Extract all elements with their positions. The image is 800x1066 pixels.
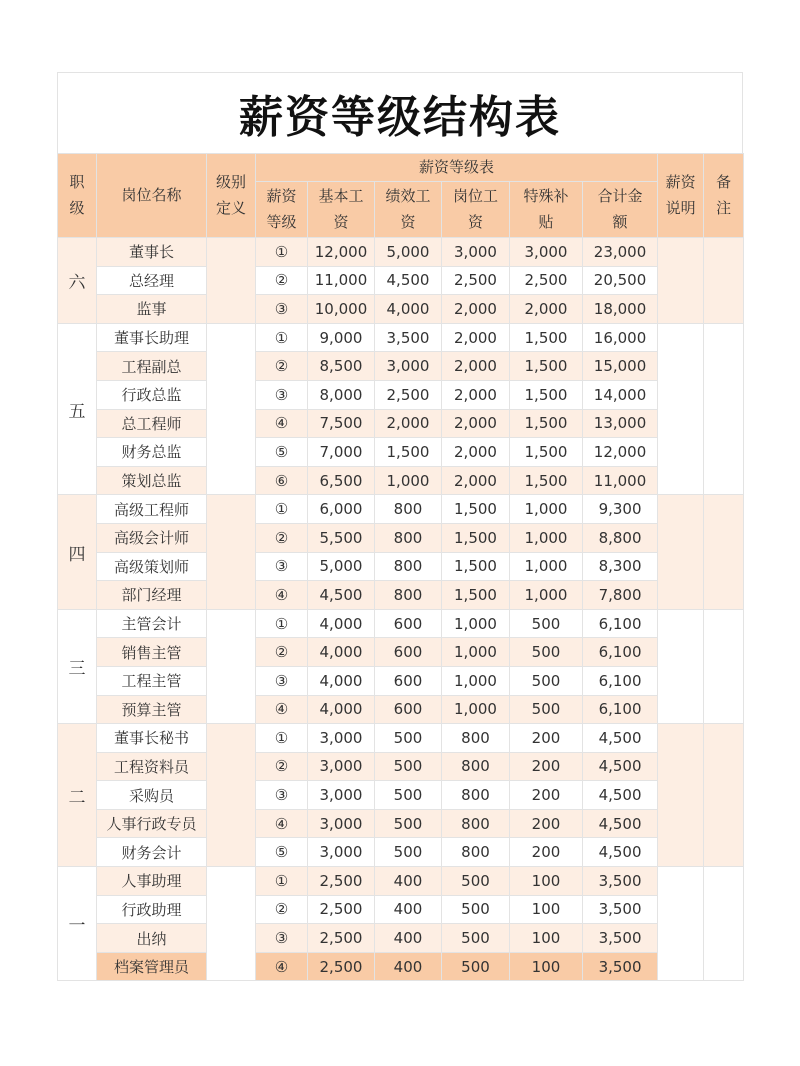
level-cell: 四 — [58, 495, 97, 609]
table-row — [58, 266, 744, 295]
table-row — [58, 323, 744, 352]
allowance-cell: 100 — [510, 867, 583, 896]
allowance-cell: 200 — [510, 809, 583, 838]
post-cell: 800 — [442, 781, 510, 810]
allowance-cell: 1,000 — [510, 581, 583, 610]
base-cell: 4,000 — [308, 609, 375, 638]
allowance-cell: 500 — [510, 666, 583, 695]
allowance-cell: 1,000 — [510, 495, 583, 524]
table-header — [58, 154, 744, 238]
base-cell: 7,500 — [308, 409, 375, 438]
base-cell: 2,500 — [308, 867, 375, 896]
post-cell: 3,000 — [442, 238, 510, 267]
header-remark: 备 注 — [704, 154, 744, 238]
total-cell: 6,100 — [583, 638, 658, 667]
table-row — [58, 238, 744, 267]
total-cell: 23,000 — [583, 238, 658, 267]
table-row — [58, 438, 744, 467]
base-cell: 4,000 — [308, 638, 375, 667]
perf-cell: 400 — [375, 867, 442, 896]
position-cell: 人事行政专员 — [97, 809, 207, 838]
definition-cell — [207, 238, 256, 324]
level-cell: 五 — [58, 323, 97, 495]
allowance-cell: 500 — [510, 695, 583, 724]
post-cell: 800 — [442, 809, 510, 838]
total-cell: 4,500 — [583, 752, 658, 781]
remark-cell — [704, 495, 744, 609]
post-cell: 1,000 — [442, 609, 510, 638]
total-cell: 16,000 — [583, 323, 658, 352]
position-cell: 预算主管 — [97, 695, 207, 724]
grade-cell: ② — [256, 895, 308, 924]
base-cell: 6,000 — [308, 495, 375, 524]
base-cell: 4,000 — [308, 666, 375, 695]
table-row — [58, 523, 744, 552]
perf-cell: 5,000 — [375, 238, 442, 267]
total-cell: 11,000 — [583, 466, 658, 495]
level-cell: 六 — [58, 238, 97, 324]
allowance-cell: 1,000 — [510, 523, 583, 552]
header-total: 合计金 额 — [583, 182, 658, 238]
total-cell: 3,500 — [583, 895, 658, 924]
post-cell: 2,000 — [442, 438, 510, 467]
total-cell: 9,300 — [583, 495, 658, 524]
allowance-cell: 2,500 — [510, 266, 583, 295]
position-cell: 人事助理 — [97, 867, 207, 896]
grade-cell: ③ — [256, 924, 308, 953]
perf-cell: 3,500 — [375, 323, 442, 352]
base-cell: 2,500 — [308, 924, 375, 953]
perf-cell: 1,000 — [375, 466, 442, 495]
definition-cell — [207, 609, 256, 723]
perf-cell: 800 — [375, 552, 442, 581]
remark-cell — [704, 724, 744, 867]
table-row — [58, 352, 744, 381]
total-cell: 4,500 — [583, 838, 658, 867]
explain-cell — [658, 724, 704, 867]
base-cell: 11,000 — [308, 266, 375, 295]
post-cell: 500 — [442, 924, 510, 953]
explain-cell — [658, 238, 704, 324]
table-row — [58, 466, 744, 495]
base-cell: 4,500 — [308, 581, 375, 610]
grade-cell: ① — [256, 867, 308, 896]
total-cell: 3,500 — [583, 924, 658, 953]
grade-cell: ② — [256, 752, 308, 781]
header-post: 岗位工 资 — [442, 182, 510, 238]
allowance-cell: 200 — [510, 724, 583, 753]
perf-cell: 600 — [375, 695, 442, 724]
perf-cell: 800 — [375, 523, 442, 552]
position-cell: 行政总监 — [97, 380, 207, 409]
position-cell: 董事长助理 — [97, 323, 207, 352]
grade-cell: ⑤ — [256, 438, 308, 467]
post-cell: 800 — [442, 724, 510, 753]
position-cell: 董事长 — [97, 238, 207, 267]
table-row — [58, 781, 744, 810]
post-cell: 1,500 — [442, 552, 510, 581]
total-cell: 4,500 — [583, 724, 658, 753]
grade-cell: ③ — [256, 666, 308, 695]
total-cell: 6,100 — [583, 666, 658, 695]
perf-cell: 2,000 — [375, 409, 442, 438]
header-definition: 级别 定义 — [207, 154, 256, 238]
explain-cell — [658, 495, 704, 609]
remark-cell — [704, 867, 744, 981]
position-cell: 监事 — [97, 295, 207, 324]
level-cell: 二 — [58, 724, 97, 867]
grade-cell: ② — [256, 523, 308, 552]
grade-cell: ③ — [256, 552, 308, 581]
header-explain: 薪资 说明 — [658, 154, 704, 238]
allowance-cell: 1,500 — [510, 409, 583, 438]
total-cell: 18,000 — [583, 295, 658, 324]
table-row — [58, 638, 744, 667]
post-cell: 2,000 — [442, 352, 510, 381]
perf-cell: 3,000 — [375, 352, 442, 381]
perf-cell: 500 — [375, 752, 442, 781]
definition-cell — [207, 867, 256, 981]
total-cell: 4,500 — [583, 781, 658, 810]
allowance-cell: 500 — [510, 609, 583, 638]
post-cell: 800 — [442, 838, 510, 867]
position-cell: 部门经理 — [97, 581, 207, 610]
allowance-cell: 100 — [510, 924, 583, 953]
perf-cell: 500 — [375, 809, 442, 838]
total-cell: 6,100 — [583, 609, 658, 638]
position-cell: 高级会计师 — [97, 523, 207, 552]
salary-table — [57, 153, 744, 981]
table-row — [58, 895, 744, 924]
table-body — [58, 238, 744, 981]
allowance-cell: 1,500 — [510, 438, 583, 467]
position-cell: 财务总监 — [97, 438, 207, 467]
grade-cell: ③ — [256, 380, 308, 409]
base-cell: 3,000 — [308, 724, 375, 753]
position-cell: 主管会计 — [97, 609, 207, 638]
perf-cell: 400 — [375, 952, 442, 981]
position-cell: 财务会计 — [97, 838, 207, 867]
table-row — [58, 952, 744, 981]
grade-cell: ③ — [256, 295, 308, 324]
base-cell: 5,000 — [308, 552, 375, 581]
perf-cell: 800 — [375, 495, 442, 524]
total-cell: 3,500 — [583, 952, 658, 981]
table-row — [58, 695, 744, 724]
perf-cell: 400 — [375, 924, 442, 953]
perf-cell: 500 — [375, 724, 442, 753]
perf-cell: 1,500 — [375, 438, 442, 467]
position-cell: 工程主管 — [97, 666, 207, 695]
allowance-cell: 200 — [510, 838, 583, 867]
allowance-cell: 1,500 — [510, 466, 583, 495]
header-perf: 绩效工 资 — [375, 182, 442, 238]
position-cell: 高级策划师 — [97, 552, 207, 581]
base-cell: 7,000 — [308, 438, 375, 467]
post-cell: 800 — [442, 752, 510, 781]
level-cell: 三 — [58, 609, 97, 723]
total-cell: 4,500 — [583, 809, 658, 838]
base-cell: 2,500 — [308, 895, 375, 924]
table-row — [58, 409, 744, 438]
header-allowance: 特殊补 贴 — [510, 182, 583, 238]
allowance-cell: 500 — [510, 638, 583, 667]
post-cell: 1,000 — [442, 695, 510, 724]
grade-cell: ② — [256, 352, 308, 381]
header-base: 基本工 资 — [308, 182, 375, 238]
position-cell: 总工程师 — [97, 409, 207, 438]
base-cell: 3,000 — [308, 838, 375, 867]
post-cell: 500 — [442, 867, 510, 896]
level-cell: 一 — [58, 867, 97, 981]
perf-cell: 2,500 — [375, 380, 442, 409]
definition-cell — [207, 495, 256, 609]
perf-cell: 600 — [375, 666, 442, 695]
perf-cell: 600 — [375, 638, 442, 667]
allowance-cell: 2,000 — [510, 295, 583, 324]
total-cell: 6,100 — [583, 695, 658, 724]
post-cell: 1,500 — [442, 523, 510, 552]
explain-cell — [658, 609, 704, 723]
post-cell: 2,000 — [442, 323, 510, 352]
explain-cell — [658, 323, 704, 495]
remark-cell — [704, 238, 744, 324]
grade-cell: ④ — [256, 695, 308, 724]
table-row — [58, 495, 744, 524]
grade-cell: ① — [256, 609, 308, 638]
table-row — [58, 752, 744, 781]
allowance-cell: 100 — [510, 895, 583, 924]
explain-cell — [658, 867, 704, 981]
total-cell: 20,500 — [583, 266, 658, 295]
grade-cell: ① — [256, 495, 308, 524]
header-grade: 薪资 等级 — [256, 182, 308, 238]
grade-cell: ③ — [256, 781, 308, 810]
remark-cell — [704, 609, 744, 723]
position-cell: 销售主管 — [97, 638, 207, 667]
position-cell: 出纳 — [97, 924, 207, 953]
position-cell: 董事长秘书 — [97, 724, 207, 753]
total-cell: 3,500 — [583, 867, 658, 896]
post-cell: 2,000 — [442, 409, 510, 438]
definition-cell — [207, 323, 256, 495]
position-cell: 工程资料员 — [97, 752, 207, 781]
table-row — [58, 552, 744, 581]
allowance-cell: 100 — [510, 952, 583, 981]
perf-cell: 4,500 — [375, 266, 442, 295]
remark-cell — [704, 323, 744, 495]
grade-cell: ① — [256, 323, 308, 352]
allowance-cell: 200 — [510, 781, 583, 810]
allowance-cell: 200 — [510, 752, 583, 781]
post-cell: 500 — [442, 952, 510, 981]
allowance-cell: 1,500 — [510, 352, 583, 381]
total-cell: 13,000 — [583, 409, 658, 438]
grade-cell: ⑤ — [256, 838, 308, 867]
header-position: 岗位名称 — [97, 154, 207, 238]
header-level: 职 级 — [58, 154, 97, 238]
base-cell: 3,000 — [308, 809, 375, 838]
header-group: 薪资等级表 — [256, 154, 658, 182]
total-cell: 7,800 — [583, 581, 658, 610]
position-cell: 总经理 — [97, 266, 207, 295]
definition-cell — [207, 724, 256, 867]
position-cell: 工程副总 — [97, 352, 207, 381]
table-row — [58, 838, 744, 867]
base-cell: 8,000 — [308, 380, 375, 409]
table-row — [58, 581, 744, 610]
post-cell: 1,000 — [442, 666, 510, 695]
position-cell: 策划总监 — [97, 466, 207, 495]
base-cell: 6,500 — [308, 466, 375, 495]
post-cell: 1,500 — [442, 581, 510, 610]
total-cell: 15,000 — [583, 352, 658, 381]
grade-cell: ① — [256, 724, 308, 753]
grade-cell: ④ — [256, 581, 308, 610]
base-cell: 5,500 — [308, 523, 375, 552]
table-row — [58, 295, 744, 324]
total-cell: 8,300 — [583, 552, 658, 581]
base-cell: 3,000 — [308, 752, 375, 781]
table-row — [58, 609, 744, 638]
perf-cell: 500 — [375, 781, 442, 810]
allowance-cell: 1,500 — [510, 323, 583, 352]
post-cell: 500 — [442, 895, 510, 924]
post-cell: 2,500 — [442, 266, 510, 295]
base-cell: 2,500 — [308, 952, 375, 981]
table-row — [58, 666, 744, 695]
table-row — [58, 867, 744, 896]
grade-cell: ⑥ — [256, 466, 308, 495]
position-cell: 采购员 — [97, 781, 207, 810]
position-cell: 档案管理员 — [97, 952, 207, 981]
base-cell: 10,000 — [308, 295, 375, 324]
salary-sheet — [57, 72, 743, 981]
table-row — [58, 380, 744, 409]
base-cell: 8,500 — [308, 352, 375, 381]
allowance-cell: 1,500 — [510, 380, 583, 409]
post-cell: 1,000 — [442, 638, 510, 667]
grade-cell: ④ — [256, 409, 308, 438]
base-cell: 3,000 — [308, 781, 375, 810]
grade-cell: ② — [256, 266, 308, 295]
page-title: 薪资等级结构表 — [57, 72, 743, 153]
base-cell: 12,000 — [308, 238, 375, 267]
grade-cell: ④ — [256, 809, 308, 838]
grade-cell: ④ — [256, 952, 308, 981]
base-cell: 4,000 — [308, 695, 375, 724]
position-cell: 行政助理 — [97, 895, 207, 924]
allowance-cell: 3,000 — [510, 238, 583, 267]
perf-cell: 400 — [375, 895, 442, 924]
position-cell: 高级工程师 — [97, 495, 207, 524]
post-cell: 1,500 — [442, 495, 510, 524]
grade-cell: ② — [256, 638, 308, 667]
perf-cell: 600 — [375, 609, 442, 638]
grade-cell: ① — [256, 238, 308, 267]
post-cell: 2,000 — [442, 295, 510, 324]
total-cell: 12,000 — [583, 438, 658, 467]
perf-cell: 800 — [375, 581, 442, 610]
base-cell: 9,000 — [308, 323, 375, 352]
perf-cell: 4,000 — [375, 295, 442, 324]
post-cell: 2,000 — [442, 380, 510, 409]
table-row — [58, 924, 744, 953]
post-cell: 2,000 — [442, 466, 510, 495]
table-row — [58, 809, 744, 838]
total-cell: 14,000 — [583, 380, 658, 409]
perf-cell: 500 — [375, 838, 442, 867]
total-cell: 8,800 — [583, 523, 658, 552]
allowance-cell: 1,000 — [510, 552, 583, 581]
table-row — [58, 724, 744, 753]
